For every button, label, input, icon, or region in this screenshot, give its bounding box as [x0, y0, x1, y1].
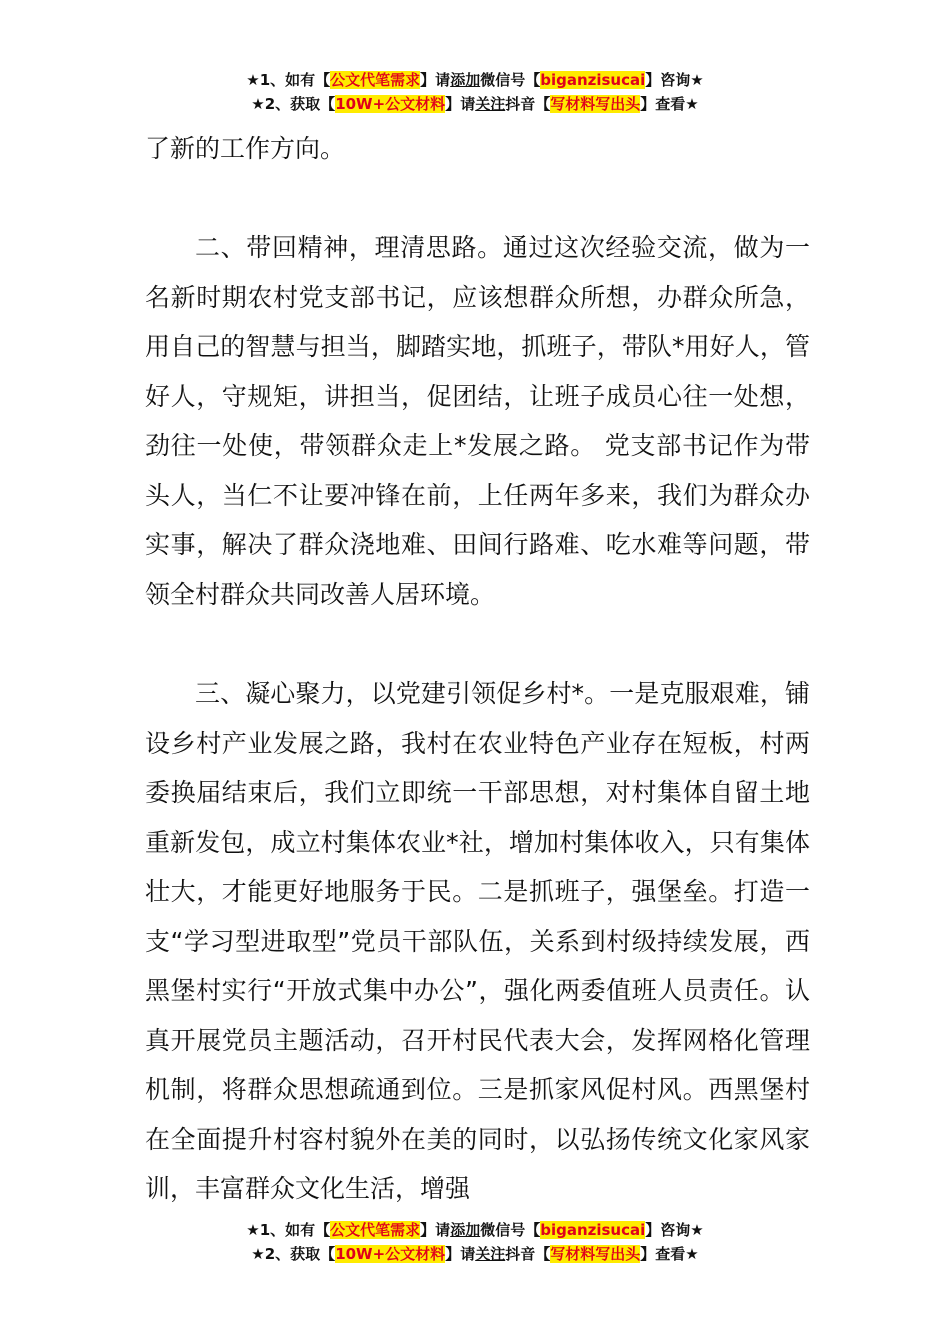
banner-highlight: 公文代笔需求 — [330, 1221, 421, 1239]
paragraph-3 — [145, 669, 810, 1214]
banner-text: ★1、如有【 — [246, 71, 331, 89]
banner-text: 】查看★ — [640, 95, 699, 113]
banner-text: 】咨询★ — [645, 71, 704, 89]
banner-text: 微信号【 — [480, 1221, 541, 1239]
banner-line-1 — [0, 68, 950, 92]
banner-highlight: biganzisucai — [540, 1221, 646, 1239]
banner-underlined-text: 添加 — [450, 1221, 481, 1239]
banner-text: 抖音【 — [505, 1245, 551, 1263]
paragraph-text: 二、带回精神，理清思路。通过这次经验交流，做为一名新时期农村党支部书记，应该想群众所想，办群众所急，用自己的智慧与担当，脚踏实地，抓班子，带队*用好人，管好人，守规矩，讲担当，促团结，让班子成员心往一处想，劲往一处使，带领群众走上*发展之路。 党支部书记作为带头人，当仁不让要冲锋在前，上任两年多来，我们为群众办实事，解决了群众浇地难、田间行路难、吃水难等问题，带领全村群众共同改善人居环境。 — [145, 233, 810, 609]
banner-text: 】咨询★ — [645, 1221, 704, 1239]
banner-text: ★2、获取【 — [251, 95, 336, 113]
banner-text: 微信号【 — [480, 71, 541, 89]
footer-banner — [0, 1218, 950, 1266]
continuation-paragraph — [145, 124, 810, 174]
banner-underlined-text: 关注 — [475, 1245, 506, 1263]
banner-highlight: 10W+公文材料 — [335, 1245, 446, 1263]
banner-text: 】请 — [445, 1245, 476, 1263]
banner-text: 】查看★ — [640, 1245, 699, 1263]
banner-text: 】请 — [445, 95, 476, 113]
banner-underlined-text: 关注 — [475, 95, 506, 113]
banner-text: 】请 — [420, 71, 451, 89]
banner-text: 】请 — [420, 1221, 451, 1239]
banner-highlight: 公文代笔需求 — [330, 71, 421, 89]
banner-highlight: 写材料写出头 — [550, 95, 641, 113]
banner-text: ★1、如有【 — [246, 1221, 331, 1239]
banner-text: ★2、获取【 — [251, 1245, 336, 1263]
banner-line-2 — [0, 1242, 950, 1266]
paragraph-2 — [145, 223, 810, 619]
paragraph-text: 了新的工作方向。 — [145, 134, 346, 163]
banner-line-1 — [0, 1218, 950, 1242]
banner-underlined-text: 添加 — [450, 71, 481, 89]
banner-highlight: 写材料写出头 — [550, 1245, 641, 1263]
banner-line-2 — [0, 92, 950, 116]
header-banner — [0, 68, 950, 116]
paragraph-text: 三、凝心聚力，以党建引领促乡村*。一是克服艰难，铺设乡村产业发展之路，我村在农业特色产业存在短板，村两委换届结束后，我们立即统一干部思想，对村集体自留土地重新发包，成立村集体农业*社，增加村集体收入，只有集体壮大，才能更好地服务于民。二是抓班子，强堡垒。打造一支“学习型进取型”党员干部队伍，关系到村级持续发展，西黑堡村实行“开放式集中办公”，强化两委值班人员责任。认真开展党员主题活动，召开村民代表大会，发挥网格化管理机制，将群众思想疏通到位。三是抓家风促村风。西黑堡村在全面提升村容村貌外在美的同时，以弘扬传统文化家风家训，丰富群众文化生活，增强 — [145, 679, 810, 1203]
banner-text: 抖音【 — [505, 95, 551, 113]
banner-highlight: biganzisucai — [540, 71, 646, 89]
banner-highlight: 10W+公文材料 — [335, 95, 446, 113]
